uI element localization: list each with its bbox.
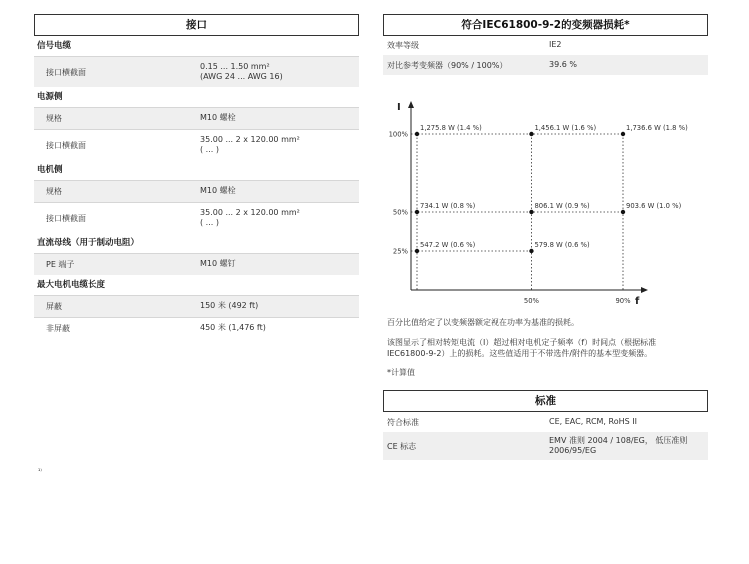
efficiency-class-value: IE2 [549,40,562,49]
chart-description-line2: IEC61800-9-2）上的损耗。这些值适用于不带选件/附件的基本型变频器。 [387,349,653,358]
footnote-marker: ¹⁾ [38,468,42,475]
standards-header: 标准 [383,390,708,412]
y-tick-label: 50% [392,208,408,217]
calculated-note: *计算值 [387,368,415,377]
table-row [383,432,708,460]
motor-side-title: 电机侧 [37,165,63,175]
ce-mark-label: CE 标志 [387,442,417,451]
line-spec-value: M10 螺栓 [200,113,236,122]
data-label: 579.8 W (0.6 %) [534,241,590,249]
data-label: 806.1 W (0.9 %) [534,202,590,210]
signal-cs-value-line2: (AWG 24 ... AWG 16) [200,72,283,81]
y-tick-label: 25% [392,247,408,256]
data-point [621,132,625,136]
line-cs-label: 接口横截面 [46,141,86,150]
table-row [383,412,708,432]
y-tick-label: 100% [388,130,408,139]
losses-header: 符合IEC61800-9-2的变频器损耗* [383,14,708,36]
chart-description [387,337,707,359]
x-axis-arrow [641,287,648,293]
table-row [34,202,359,233]
signal-cs-label: 接口横截面 [46,68,86,77]
dc-link-title: 直流母线（用于制动电阻） [37,238,140,248]
line-side-title: 电源侧 [37,92,63,102]
table-row [383,55,708,75]
motor-cs-value [200,208,300,228]
table-row [34,317,359,339]
table-row [34,56,359,87]
signal-cable-title: 信号电缆 [37,41,72,51]
unshielded-label: 非屏蔽 [46,324,70,333]
line-cs-value [200,135,300,155]
data-point [529,210,533,214]
motor-spec-value: M10 螺栓 [200,186,236,195]
ce-mark-value-line2: 2006/95/EG [549,446,597,455]
reference-converter-label: 对比参考变频器（90% / 100%） [387,61,508,70]
pe-terminal-value: M10 螺钉 [200,259,236,268]
motor-spec-label: 规格 [46,187,62,196]
standards-value: CE, EAC, RCM, RoHS II [549,417,637,426]
signal-cs-value-line1: 0.15 ... 1.50 mm² [200,62,270,71]
losses-chart [383,96,708,312]
data-label: 1,736.6 W (1.8 %) [626,124,688,132]
shielded-label: 屏蔽 [46,302,62,311]
data-label: 1,456.1 W (1.6 %) [534,124,597,132]
chart-points [415,124,688,253]
line-cs-value-line2: ( ... ) [200,145,219,154]
y-axis-arrow [408,101,414,108]
chart-description-line1: 该图显示了相对转矩电流（I）超过相对电机定子频率（f）时间点（根据标准 [387,338,657,347]
table-row [34,253,359,275]
standards-label: 符合标准 [387,418,419,427]
chart-grid [411,134,623,290]
motor-cs-value-line1: 35.00 ... 2 x 120.00 mm² [200,208,300,217]
data-label: 547.2 W (0.6 %) [420,241,476,249]
table-row [34,295,359,317]
data-point [529,132,533,136]
data-label: 903.6 W (1.0 %) [626,202,682,210]
x-tick-label: 50% [523,297,539,305]
table-row [34,107,359,129]
reference-converter-value: 39.6 % [549,60,577,69]
ce-mark-value-line1: EMV 准则 2004 / 108/EG， 低压准则 [549,436,688,445]
line-spec-label: 规格 [46,114,62,123]
x-axis-label: f [635,296,640,307]
data-point [529,249,533,253]
data-point [621,210,625,214]
y-axis-label: I [397,102,401,113]
shielded-value: 150 米 (492 ft) [200,301,259,310]
data-point [415,249,419,253]
line-cs-value-line1: 35.00 ... 2 x 120.00 mm² [200,135,300,144]
efficiency-class-label: 效率等级 [387,41,419,50]
percent-note: 百分比值给定了以变频器额定视在功率为基准的损耗。 [387,318,579,327]
interface-header: 接口 [34,14,359,36]
chart-ticks [389,131,632,306]
table-row [34,129,359,160]
interface-table [34,14,359,339]
data-label: 734.1 W (0.8 %) [420,202,476,210]
pe-terminal-label: PE 端子 [46,260,75,269]
motor-cs-value-line2: ( ... ) [200,218,219,227]
data-label: 1,275.8 W (1.4 %) [420,124,482,132]
table-row [34,180,359,202]
unshielded-value: 450 米 (1,476 ft) [200,323,266,332]
x-tick-label: 90% [615,297,631,305]
max-cable-length-title: 最大电机电缆长度 [37,280,106,290]
data-point [415,132,419,136]
data-point [415,210,419,214]
table-row [383,36,708,55]
signal-cs-value [200,62,283,82]
ce-mark-value [549,436,687,456]
losses-section [383,14,708,455]
motor-cs-label: 接口横截面 [46,214,86,223]
